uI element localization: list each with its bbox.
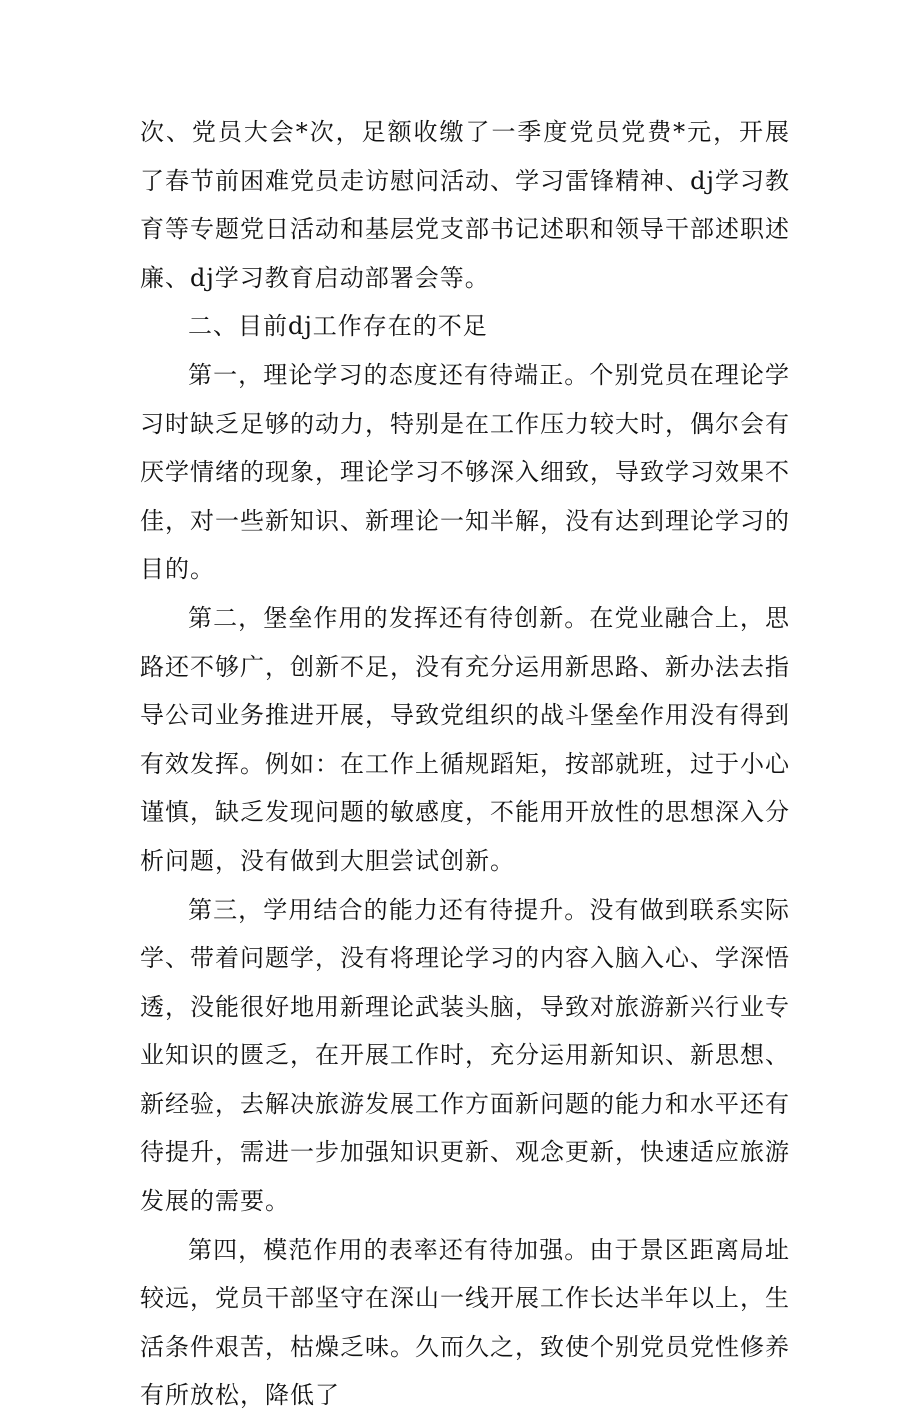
section-heading: 二、目前dj工作存在的不足 [188, 312, 488, 341]
paragraph-continuation: 次、党员大会*次，足额收缴了一季度党员党费*元，开展了春节前困难党员走访慰问活动、学习雷锋精神、dj学习教育等专题党日活动和基层党支部书记述职和领导干部述职述廉、dj学习教育启动部署会等。 [140, 118, 790, 292]
paragraph-second: 第二，堡垒作用的发挥还有待创新。在党业融合上，思路还不够广，创新不足，没有充分运用新思路、新办法去指导公司业务推进开展，导致党组织的战斗堡垒作用没有得到有效发挥。例如：在工作上循规蹈矩，按部就班，过于小心谨慎，缺乏发现问题的敏感度，不能用开放性的思想深入分析问题，没有做到大胆尝试创新。 [140, 603, 790, 875]
paragraph-first: 第一，理论学习的态度还有待端正。个别党员在理论学习时缺乏足够的动力，特别是在工作压力较大时，偶尔会有厌学情绪的现象，理论学习不够深入细致，导致学习效果不佳，对一些新知识、新理论一知半解，没有达到理论学习的目的。 [140, 360, 790, 584]
paragraph-fourth: 第四，模范作用的表率还有待加强。由于景区距离局址较远，党员干部坚守在深山一线开展工作长达半年以上，生活条件艰苦，枯燥乏味。久而久之，致使个别党员党性修养有所放松，降低了 [140, 1235, 790, 1410]
paragraph-third: 第三，学用结合的能力还有待提升。没有做到联系实际学、带着问题学，没有将理论学习的内容入脑入心、学深悟透，没能很好地用新理论武装头脑，导致对旅游新兴行业专业知识的匮乏，在开展工作时，充分运用新知识、新思想、新经验，去解决旅游发展工作方面新问题的能力和水平还有待提升，需进一步加强知识更新、观念更新，快速适应旅游发展的需要。 [140, 895, 790, 1216]
document-page [140, 108, 790, 1420]
